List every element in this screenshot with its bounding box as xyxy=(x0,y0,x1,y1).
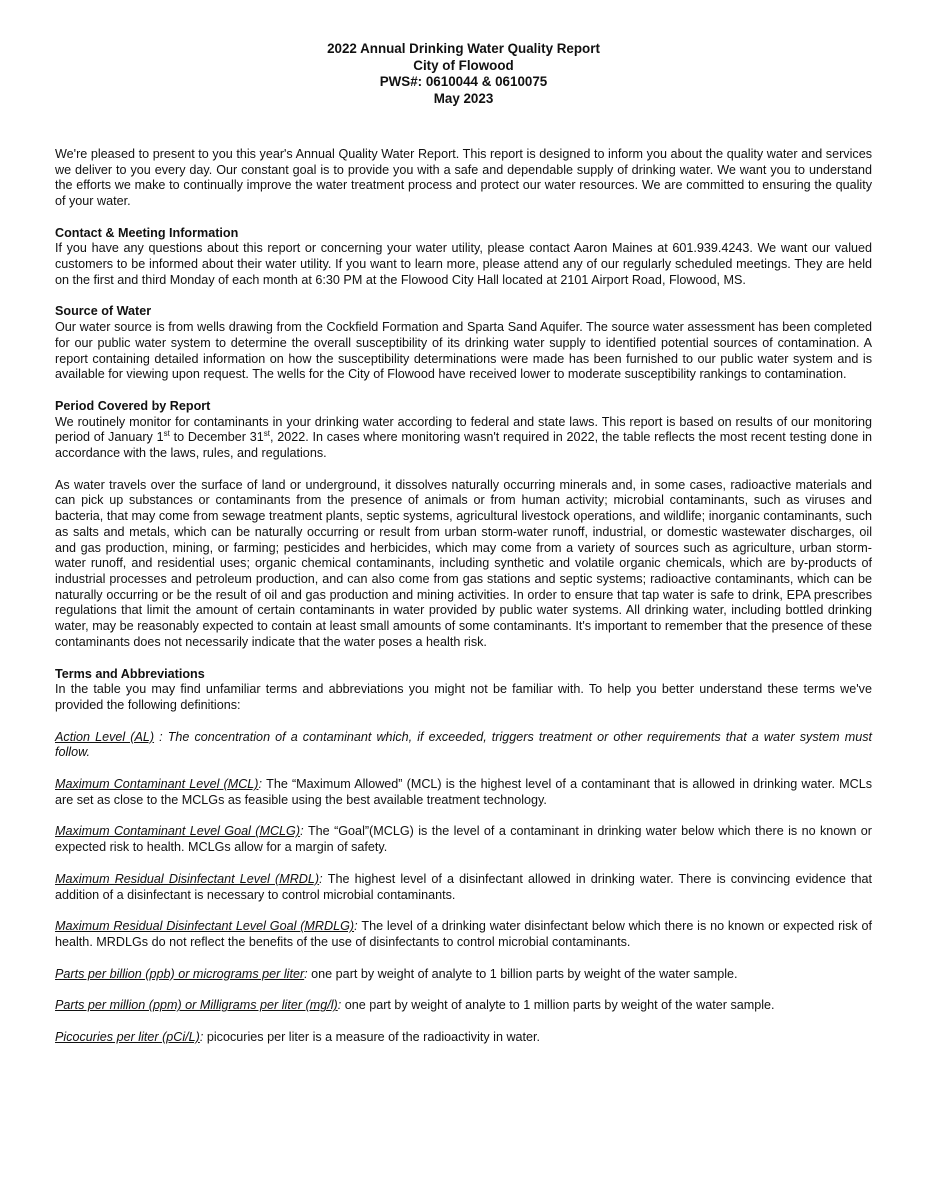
period-sup-b: st xyxy=(263,429,270,439)
period-body-c: , 2022. In cases where monitoring wasn't required in 2022, the table reflects the most recent testing done in accordance with the laws, rules, and regulations. xyxy=(55,430,872,461)
period-body xyxy=(55,415,872,462)
term-text: one part by weight of analyte to 1 million parts by weight of the water sample. xyxy=(344,998,775,1013)
term-separator: : xyxy=(319,871,328,886)
term-name: Maximum Contaminant Level (MCL) xyxy=(55,777,259,792)
term-separator: : xyxy=(154,729,168,744)
term-separator: : xyxy=(354,919,362,934)
term-definition xyxy=(55,777,872,808)
source-section xyxy=(55,304,872,383)
report-title: 2022 Annual Drinking Water Quality Report xyxy=(327,41,600,56)
term-text: The concentration of a contaminant which, if exceeded, triggers treatment or other requirements that a water system must follow. xyxy=(55,729,872,760)
period-body-a: We routinely monitor for contaminants in your drinking water according to federal and state laws. This report is based on results of our monitoring period of January 1 xyxy=(55,414,872,445)
period-heading: Period Covered by Report xyxy=(55,398,211,413)
term-separator: : xyxy=(258,777,267,792)
source-body: Our water source is from wells drawing from the Cockfield Formation and Sparta Sand Aquifer. The source water assessment has been completed for our public water system to determine the overall susceptibility of its drinking water supply to identified potential sources of contamination. A report containing detailed information on how the susceptibility determinations were made has been furnished to our public water system and is available for viewing upon request. The wells for the City of Flowood have received lower to moderate susceptibility rankings to contamination. xyxy=(55,320,872,382)
term-separator: : xyxy=(199,1030,207,1045)
report-page xyxy=(55,41,872,1062)
term-definition xyxy=(55,730,872,761)
term-definition xyxy=(55,1030,872,1046)
contact-body: If you have any questions about this report or concerning your water utility, please contact Aaron Maines at 601.939.4243. We want our valued customers to be informed about their water utility. If you want to learn more, please attend any of our regularly scheduled meetings. They are held on the first and third Monday of each month at 6:30 PM at the Flowood City Hall located at 2101 Airport Road, Flowood, MS. xyxy=(55,241,872,287)
term-definition xyxy=(55,919,872,950)
term-definition xyxy=(55,967,872,983)
period-sup-a: st xyxy=(163,429,170,439)
term-text: The level of a drinking water disinfectant below which there is no known or expected risk of health. MRDLGs do not reflect the benefits of the use of disinfectants to control microbial contaminants. xyxy=(55,919,872,949)
term-name: Parts per million (ppm) or Milligrams per liter (mg/l) xyxy=(55,998,338,1013)
terms-heading: Terms and Abbreviations xyxy=(55,666,205,681)
terms-intro: In the table you may find unfamiliar terms and abbreviations you might not be familiar with. To help you better understand these terms we've provided the following definitions: xyxy=(55,682,872,712)
period-section xyxy=(55,399,872,462)
period-body-b: to December 31 xyxy=(169,430,264,445)
term-separator: : xyxy=(300,824,308,839)
term-name: Maximum Contaminant Level Goal (MCLG) xyxy=(55,824,301,839)
term-text: The highest level of a disinfectant allowed in drinking water. There is convincing evidence that addition of a disinfectant is necessary to control microbial contaminants. xyxy=(55,871,872,902)
term-text: picocuries per liter is a measure of the radioactivity in water. xyxy=(206,1030,541,1045)
term-name: Parts per billion (ppb) or micrograms per liter xyxy=(55,966,305,981)
city-name: City of Flowood xyxy=(413,57,514,73)
term-definition xyxy=(55,998,872,1014)
report-header xyxy=(55,41,872,108)
terms-section xyxy=(55,667,872,714)
term-separator: : xyxy=(337,998,345,1013)
term-text: The “Goal”(MCLG) is the level of a contaminant in drinking water below which there is no known or expected risk to health. MCLGs allow for a margin of safety. xyxy=(55,824,873,855)
term-text: one part by weight of analyte to 1 billion parts by weight of the water sample. xyxy=(311,966,738,981)
term-name: Action Level (AL) xyxy=(55,729,155,744)
term-text: The “Maximum Allowed” (MCL) is the highest level of a contaminant that is allowed in drinking water. MCLs are set as close to the MCLGs as feasible using the best available treatment technology. xyxy=(55,777,872,807)
term-name: Maximum Residual Disinfectant Level (MRDL) xyxy=(55,871,320,886)
intro-paragraph: We're pleased to present to you this year's Annual Quality Water Report. This report is designed to inform you about the quality water and services we deliver to you every day. Our constant goal is to provide you with a safe and dependable supply of drinking water. We want you to understand the efforts we make to continually improve the water treatment process and protect our water resources. We are committed to ensuring the quality of your water. xyxy=(55,146,872,208)
term-name: Picocuries per liter (pCi/L) xyxy=(55,1030,200,1045)
contact-heading: Contact & Meeting Information xyxy=(55,225,239,240)
source-heading: Source of Water xyxy=(55,304,152,319)
term-definition xyxy=(55,872,872,903)
contaminants-paragraph: As water travels over the surface of land or underground, it dissolves naturally occurring minerals and, in some cases, radioactive materials and can pick up substances or contaminants from the presence of animals or from human activity; microbial contaminants, such as viruses and bacteria, that may come from sewage treatment plants, septic systems, agricultural livestock operations, and wildlife; inorganic contaminants, such as salts and metals, which can be naturally occurring or result from urban storm-water runoff, industrial, or domestic wastewater discharges, oil and gas production, mining, or farming; pesticides and herbicides, which may come from a variety of sources such as agriculture, urban storm-water runoff, and residential uses; organic chemical contaminants, including synthetic and volatile organic chemicals, which are by-products of industrial processes and petroleum production, and can also come from gas stations and septic systems; radioactive contaminants, which can be naturally occurring or be the result of oil and gas production and mining activities. In order to ensure that tap water is safe to drink, EPA prescribes regulations that limit the amount of certain contaminants in water provided by public water systems. All drinking water, including bottled drinking water, may be reasonably expected to contain at least small amounts of some contaminants. It's important to remember that the presence of these contaminants does not necessarily indicate that the water poses a health risk. xyxy=(55,477,872,649)
term-name: Maximum Residual Disinfectant Level Goal (MRDLG) xyxy=(55,919,355,934)
term-separator: : xyxy=(304,966,312,981)
pws-number: PWS#: 0610044 & 0610075 xyxy=(379,74,548,90)
term-definition xyxy=(55,824,872,855)
contact-section xyxy=(55,226,872,289)
report-date: May 2023 xyxy=(433,91,494,107)
